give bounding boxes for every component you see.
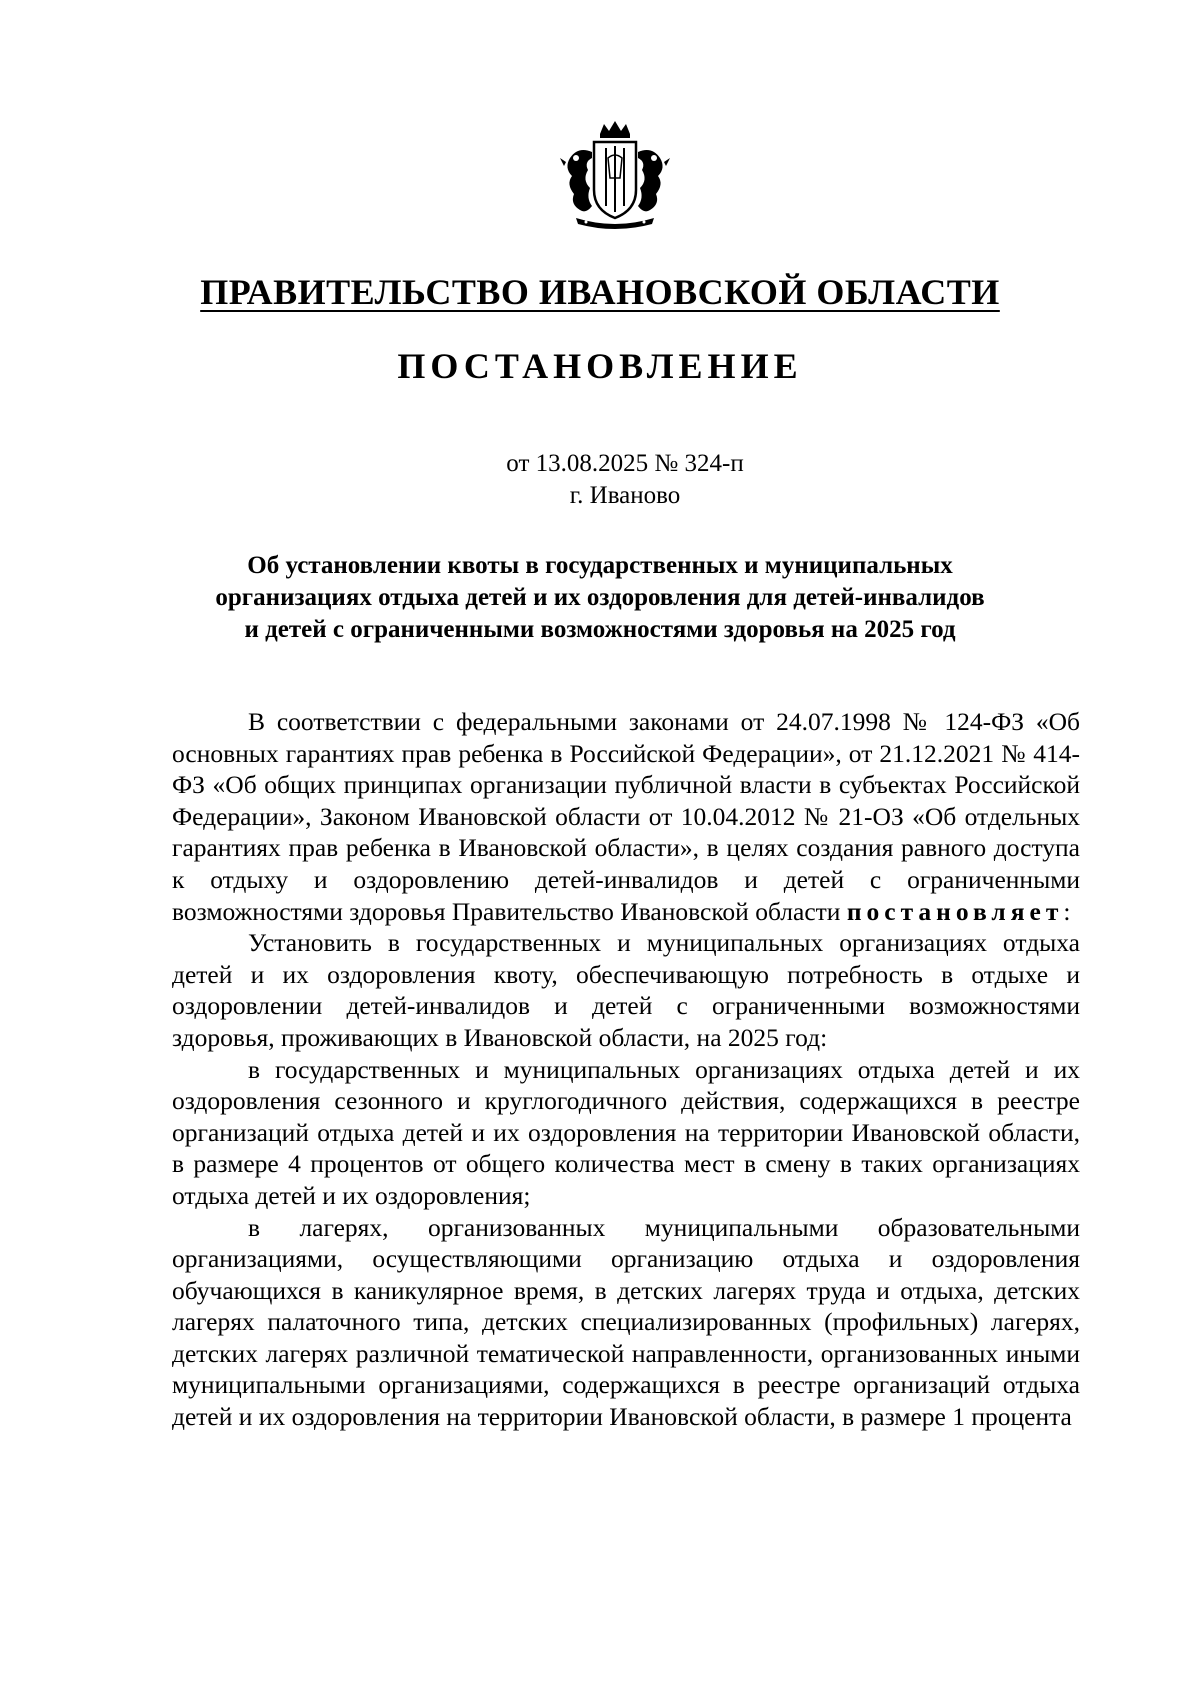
government-title: ПРАВИТЕЛЬСТВО ИВАНОВСКОЙ ОБЛАСТИ xyxy=(200,272,1000,312)
paragraph-quota-state: в государственных и муниципальных организациях отдыха детей и их оздоровления сезонного и круглогодичного действия, содержащихся в реестре организаций отдыха детей и их оздоровления на территории Ивановской области, в размере 4 процентов от общего количества мест в смену в таких организациях отдыха детей и их оздоровления; xyxy=(172,1054,1080,1210)
date-number: от 13.08.2025 № 324-п xyxy=(506,450,744,477)
preamble-end: : xyxy=(1063,896,1071,926)
paragraph-quota-camps: в лагерях, организованных муниципальными образовательными организациями, осуществляющими организацию отдыха и оздоровления обучающихся в каникулярное время, в детских лагерях труда и отдыха, детских лагерях палаточного типа, детских специализированных (профильных) лагерях, детских лагерях различной тематической направленности, организованных иными муниципальными организациями, содержащихся в реестре организаций отдыха детей и их оздоровления на территории Ивановской области, в размере 1 процента xyxy=(172,1212,1080,1432)
paragraph-preamble xyxy=(172,706,1080,927)
coat-of-arms-icon xyxy=(556,118,674,236)
subject-line: и детей с ограниченными возможностями здоровья на 2025 год xyxy=(244,616,956,643)
paragraph-establish: Установить в государственных и муниципальных организациях отдыха детей и их оздоровления квоту, обеспечивающую потребность в отдыхе и оздоровлении детей-инвалидов и детей с ограниченными возможностями здоровья, проживающих в Ивановской области, на 2025 год: xyxy=(172,928,1080,1052)
city: г. Иваново xyxy=(569,482,681,509)
subject-line: Об установлении квоты в государственных и муниципальных xyxy=(247,552,953,579)
document-body xyxy=(172,706,1080,1433)
decree-word: постановляет xyxy=(846,896,1064,926)
document-type-heading: ПОСТАНОВЛЕНИЕ xyxy=(397,346,803,386)
document-meta xyxy=(0,448,1200,512)
document-subject xyxy=(100,550,1100,646)
subject-line: организациях отдыха детей и их оздоровления для детей-инвалидов xyxy=(215,584,985,611)
preamble-text: В соответствии с федеральными законами от 24.07.1998 № 124-ФЗ «Об основных гарантиях прав ребенка в Российской Федерации», от 21.12.2021 № 414-ФЗ «Об общих принципах организации публичной власти в субъектах Российской Федерации», Законом Ивановской области от 10.04.2012 № 21-ОЗ «Об отдельных гарантиях прав ребенка в Ивановской области», в целях создания равного доступа к отдыху и оздоровлению детей-инвалидов и детей с ограниченными возможностями здоровья Правительство Ивановской области xyxy=(172,707,1080,926)
